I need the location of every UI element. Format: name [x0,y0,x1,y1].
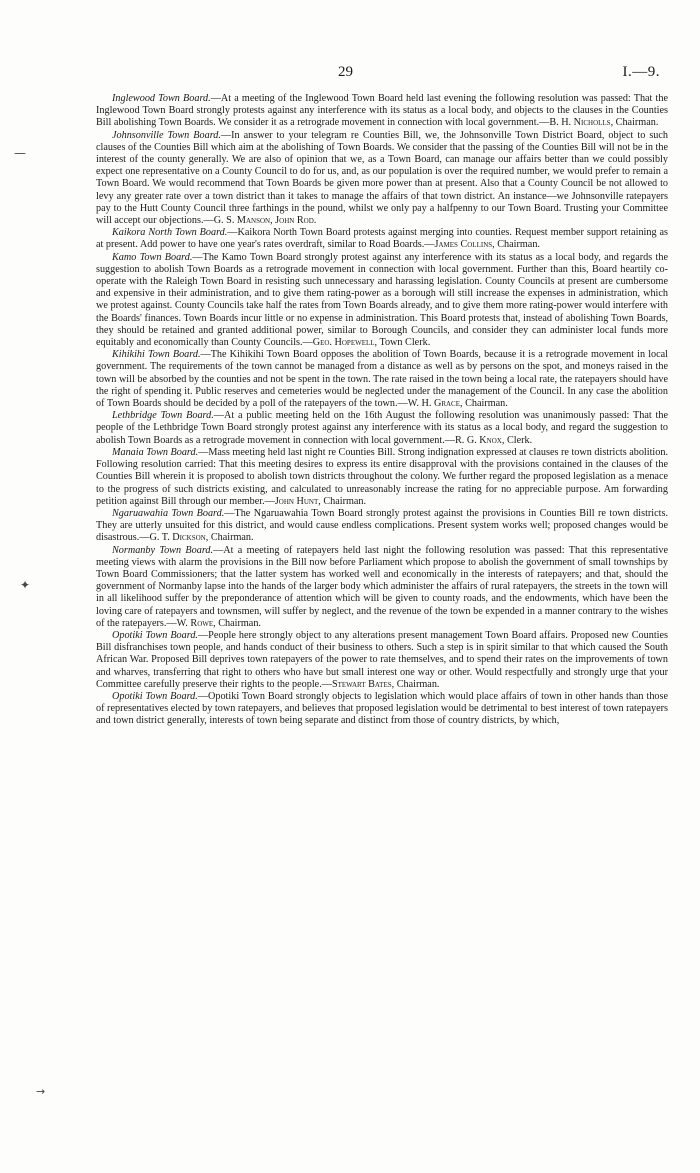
paragraph-normanby [96,545,668,630]
signature: W. H. Grace [407,398,460,410]
signature: W. Rowe [176,617,214,629]
paragraph-ngaruawahia [96,508,668,545]
paragraph-text: —People here strongly object to any alterations present management Town Board affairs. Proposed new Counties Bill disfranchises town people, and hands conduct of their business to others. Such a step is in spirit similar to that which caused the South African War. Proposed Bill deprives town ratepayers of the power to rate themselves, and to spend their rates on the improvements of town and wharves, transferring that right to others who have but small interest one way or other. Would respectfully and strongly urge that your Committee carefully preserve their rights to the people.— [96,629,668,690]
signature-role: , Chairman. [492,239,540,251]
board-name: Kamo Town Board. [112,251,193,263]
board-name: Kihikihi Town Board. [112,349,201,361]
signature-role: , Chairman. [205,532,254,544]
paragraph-text: —Opotiki Town Board strongly objects to legislation which would place affairs of town in other hands than those of representatives elected by town ratepayers, and believes that proposed legislation would be detrimental to best interest of town ratepayers and town district generally, interests of town being separate and distinct from those of country districts, by which, [96,690,668,727]
signature: G. T. Dickson [149,532,206,544]
board-name: Ngaruawahia Town Board. [112,507,225,519]
signature: G. S. Manson, John Rod [213,215,314,227]
paragraph-text: —Kaikora North Town Board protests against merging into counties. Request member support retaining as at present. Add power to have one year's rates overdraft, similar to Road Boards.— [96,227,668,251]
signature: Stewart Bates [331,678,392,690]
board-name: Lethbridge Town Board. [112,410,214,422]
paragraph-kaikora-north [96,227,668,251]
signature-role: , Clerk. [501,434,533,446]
paragraph-text: —The Kihikihi Town Board opposes the abolition of Town Boards, because it is a retrograde movement in local government. The requirements of the town cannot be managed from a distance as well as by persons on the spot, and moneys raised in the town will be absorbed by the counties and not be spent in the town. The rate raised in the town being a local rate, the ratepayers should have the right of spending it. Public reserves and cemeteries would be neglected under the management of the Council. In any case the abolition of Town Boards should be decided by a poll of the ratepayers of the town.— [96,349,668,410]
signature-role: . [313,215,317,227]
paragraph-opotiki-2 [96,691,668,728]
board-name: Johnsonville Town Board. [112,129,221,141]
paragraph-text: —The Kamo Town Board strongly protest against any interference with its status as a local body, and regards the suggestion to abolish Town Boards as a retrograde movement in connection with local government. Further than this, Board heartily co-operate with the Raleigh Town Board in resisting such unnecessary and harassing legislation. County Councils at present are cumbersome and expensive in their administration, and to give them rating-power as a borough will still increase the expenses in administration, which we protest against. County Councils take half the rates from Town Boards already, and to give them more rating-power would interfere with the Boards' finances. Town Boards incur little or no expense in administration. This Board protests that, instead of abolishing Town Boards, they should be retained and granted additional power, similar to Borough Councils, and consider they can administer local funds more equitably and economically than County Councils.— [96,251,668,349]
paragraph-text: —At a meeting of ratepayers held last night the following resolution was passed: That this representative meeting views with alarm the provisions in the Bill now before Parliament which propose to abolish the government of small townships by Town Board Commissioners; that the latter system has worked well and economically in the interests of ratepayers; and that, should the government of Normanby lapse into the hands of the larger body which administer the affairs of rural ratepayers, the streets in the town will in all likelihood suffer by the preponderance of attention which will be given to county roads, and the endowments, which have been the loving care of ratepayers and townsmen, will suffer by neglect, and the revenue of the town be expended in a manner contrary to the wishes of the ratepayers.— [96,544,668,629]
paragraph-text: —In answer to your telegram re Counties Bill, we, the Johnsonville Town District Board, object to such clauses of the Counties Bill which aim at the abolishing of Town Boards. We consider that the passing of the Counties Bill will not be in the interest of the county generally. We are also of opinion that we, as a Town Board, can manage our affairs better than we could possibly expect one representative on a County Council to do for us, and, as our population is over the required number, we would prefer to remain a Town Board. We would recommend that Town Boards be given more power than at present. Also that a County Council be not allowed to levy any greater rate over a town district than it takes to manage the affairs of that town district. An instance—we Johnsonville ratepayers pay to the Hutt County Council three farthings in the pound, whilst we only pay a halfpenny to our Town Board. Trusting your Committee will accept our objections.— [96,129,669,227]
page-reference: I.—9. [622,64,660,80]
paragraph-johnsonville [96,130,668,228]
paragraph-inglewood [96,93,668,130]
signature-role: , Chairman. [459,398,508,410]
paragraph-kihikihi [96,349,668,410]
signature-role: , Chairman. [391,678,440,690]
paragraph-text: —At a public meeting held on the 16th August the following resolution was unanimously passed: That the people of the Lethbridge Town Board strongly protest against any interference with its status as a local body, and regard the suggestion to abolish Town Boards as a retrograde movement in connection with local government.— [96,410,668,446]
signature-role: , Chairman. [610,117,659,129]
margin-arrow-mark: → [36,1085,46,1098]
signature: John Hunt [274,495,319,507]
signature: R. G. Knox [454,434,502,446]
document-body [96,93,668,728]
margin-scribble-mark: ✦ [20,578,31,592]
signature: Geo. Hopewell [312,337,375,349]
signature: James Collins [434,239,493,251]
board-name: Inglewood Town Board. [112,93,211,104]
board-name: Normanby Town Board. [112,544,214,556]
paragraph-lethbridge [96,410,668,447]
signature-role: , Chairman. [318,495,367,507]
board-name: Kaikora North Town Board. [112,227,228,239]
paragraph-text: —Mass meeting held last night re Counties Bill. Strong indignation expressed at clauses re town districts abolition. Following resolution carried: That this meeting desires to express its entire disapproval with the provisions contained in the clauses of the Counties Bill wherein it is proposed to abolish town districts throughout the colony. We further regard the proposed legislation as a menace to the progress of such districts existing, and calculated to unreasonably increase the rating for no appreciable purpose. Am forwarding petition against Bill through our member.— [96,446,668,507]
signature: B. H. Nicholls [549,117,611,129]
signature-role: , Chairman. [213,617,261,629]
signature-role: , Town Clerk. [374,337,431,349]
board-name: Opotiki Town Board. [112,629,198,641]
paragraph-opotiki-1 [96,630,668,691]
margin-dash-mark: — [14,146,26,160]
paragraph-text: —The Ngaruawahia Town Board strongly protest against the provisions in Counties Bill re town districts. They are utterly unsuited for this district, and would cause endless complications. Present system works well; proposed changes would be disastrous.— [96,507,668,544]
board-name: Manaia Town Board. [112,446,199,458]
paragraph-kamo [96,252,668,350]
paragraph-text: —At a meeting of the Inglewood Town Board held last evening the following resolution was passed: That the Inglewood Town Board strongly protests against any interference with its status as a local body, and objects to the clauses in the Counties Bill abolishing Town Boards. We consider it as a retrograde movement in connection with local government.— [96,93,669,129]
paragraph-manaia [96,447,668,508]
board-name: Opotiki Town Board. [112,690,198,702]
page-number: 29 [338,64,353,80]
page-header [0,64,700,84]
